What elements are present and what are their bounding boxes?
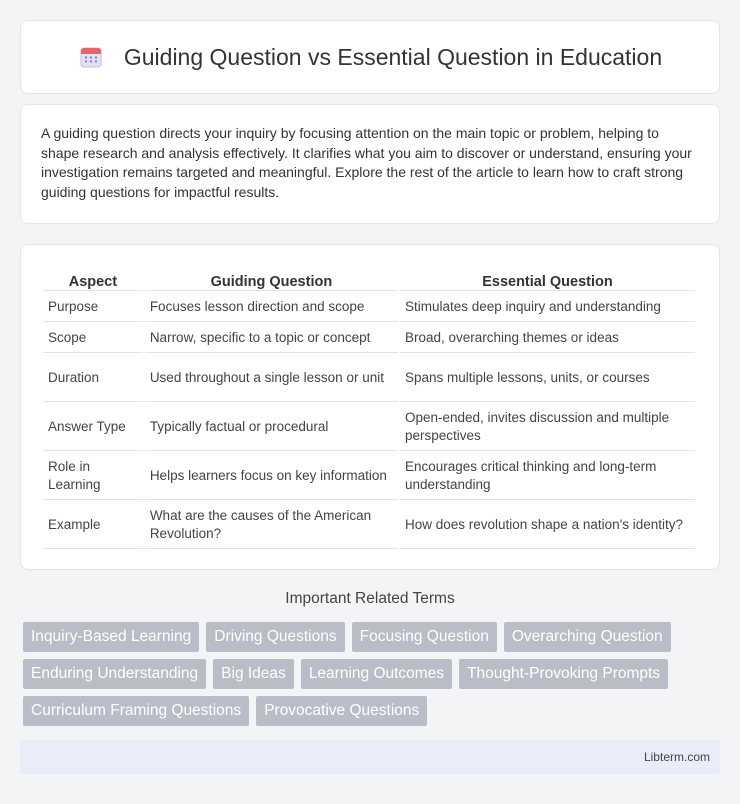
cell-essential: Spans multiple lessons, units, or courses bbox=[400, 355, 695, 402]
footer-source-link[interactable]: Libterm.com bbox=[643, 750, 710, 764]
table-header-row bbox=[43, 265, 695, 291]
title-card bbox=[20, 20, 720, 94]
cell-aspect: Duration bbox=[43, 355, 143, 402]
related-terms-list bbox=[23, 622, 723, 726]
comparison-card bbox=[20, 244, 720, 570]
cell-essential: Encourages critical thinking and long-term understanding bbox=[400, 453, 695, 500]
cell-aspect: Answer Type bbox=[43, 404, 143, 451]
table-row bbox=[43, 355, 695, 402]
related-term-tag[interactable]: Overarching Question bbox=[504, 622, 671, 652]
table-row bbox=[43, 324, 695, 353]
table-row bbox=[43, 502, 695, 549]
related-terms-title: Important Related Terms bbox=[285, 590, 455, 607]
cell-guiding: What are the causes of the American Revolution? bbox=[145, 502, 398, 549]
cell-guiding: Used throughout a single lesson or unit bbox=[145, 355, 398, 402]
related-term-tag[interactable]: Focusing Question bbox=[352, 622, 497, 652]
cell-guiding: Typically factual or procedural bbox=[145, 404, 398, 451]
cell-aspect: Purpose bbox=[43, 293, 143, 322]
intro-card bbox=[20, 104, 720, 224]
calendar-icon bbox=[78, 44, 104, 70]
cell-aspect: Scope bbox=[43, 324, 143, 353]
cell-essential: Open-ended, invites discussion and multiple perspectives bbox=[400, 404, 695, 451]
related-term-tag[interactable]: Curriculum Framing Questions bbox=[23, 696, 249, 726]
related-term-tag[interactable]: Driving Questions bbox=[206, 622, 344, 652]
page-title: Guiding Question vs Essential Question in Education bbox=[123, 43, 663, 70]
related-term-tag[interactable]: Enduring Understanding bbox=[23, 659, 206, 689]
cell-guiding: Focuses lesson direction and scope bbox=[145, 293, 398, 322]
cell-essential: Broad, overarching themes or ideas bbox=[400, 324, 695, 353]
related-term-tag[interactable]: Inquiry-Based Learning bbox=[23, 622, 199, 652]
cell-essential: Stimulates deep inquiry and understanding bbox=[400, 293, 695, 322]
related-term-tag[interactable]: Learning Outcomes bbox=[301, 659, 452, 689]
related-term-tag[interactable]: Provocative Questions bbox=[256, 696, 427, 726]
cell-aspect: Example bbox=[43, 502, 143, 549]
intro-paragraph: A guiding question directs your inquiry by focusing attention on the main topic or problem, helping to shape research and analysis effectively. It clarifies what you aim to discover or understand, ensuring your investigation remains targeted and meaningful. Explore the rest of the article to learn how to craft strong guiding questions for impactful results. bbox=[41, 125, 692, 200]
table-row bbox=[43, 453, 695, 500]
related-term-tag[interactable]: Thought-Provoking Prompts bbox=[459, 659, 668, 689]
header-essential-question: Essential Question bbox=[400, 265, 695, 291]
cell-aspect: Role in Learning bbox=[43, 453, 143, 500]
header-guiding-question: Guiding Question bbox=[145, 265, 398, 291]
cell-essential: How does revolution shape a nation's identity? bbox=[400, 502, 695, 549]
header-aspect: Aspect bbox=[43, 265, 143, 291]
related-term-tag[interactable]: Big Ideas bbox=[213, 659, 294, 689]
cell-guiding: Helps learners focus on key information bbox=[145, 453, 398, 500]
table-row bbox=[43, 293, 695, 322]
footer bbox=[20, 740, 720, 774]
comparison-table bbox=[41, 263, 697, 551]
cell-guiding: Narrow, specific to a topic or concept bbox=[145, 324, 398, 353]
table-row bbox=[43, 404, 695, 451]
